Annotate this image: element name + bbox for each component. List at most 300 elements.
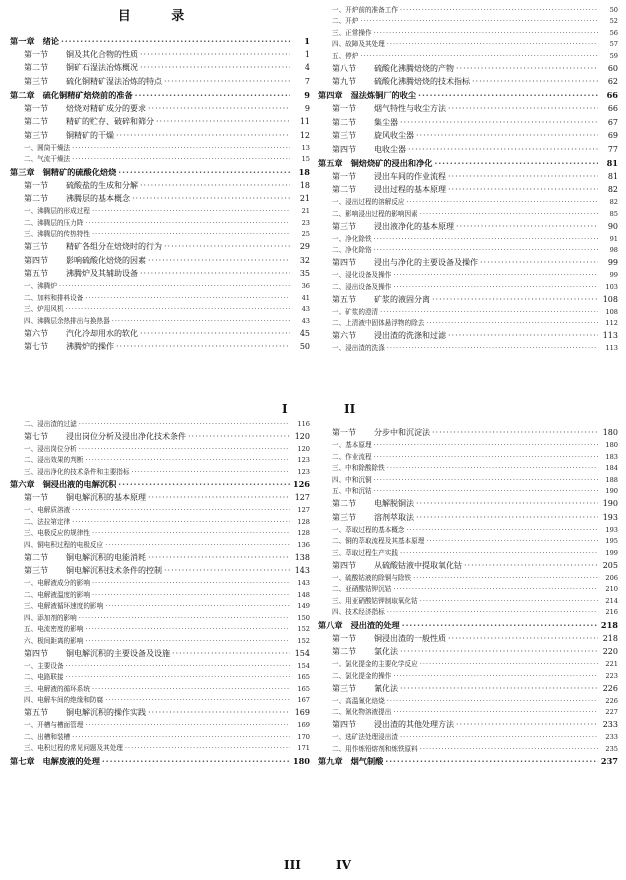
toc-page-number: 29 [299, 242, 310, 252]
toc-subsection-entry [318, 472, 618, 484]
toc-page-number: 227 [605, 708, 618, 717]
toc-page-number: 43 [301, 316, 310, 325]
toc-leader-dots [140, 64, 290, 72]
toc-entry-title: 一、高温氰化焙烧 [332, 696, 385, 705]
toc-entry-title: 沸腾层的基本概念 [66, 194, 130, 204]
toc-entry-number: 第六章 [10, 479, 35, 490]
toc-entry-title: 浸出渣的洗涤和过滤 [374, 331, 446, 341]
toc-entry-title: 铜精矿的硫酸化焙烧 [42, 166, 117, 177]
toc-section-entry [318, 424, 618, 438]
toc-entry-title: 精矿各组分在焙烧时的行为 [66, 242, 162, 252]
toc-leader-dots [85, 220, 290, 227]
toc-entry-title: 二、氯化提金的操作 [332, 671, 392, 680]
toc-leader-dots [448, 173, 598, 181]
toc-entry-title: 沸腾炉及其辅助设备 [66, 269, 138, 279]
toc-leader-dots [393, 586, 598, 593]
toc-section-entry [10, 265, 310, 279]
toc-entry-number: 第八章 [318, 619, 343, 630]
toc-page-number: 128 [297, 517, 310, 526]
toc-entry-title: 从硫酸钴液中提取氧化钴 [374, 560, 462, 570]
toc-page-2 [318, 2, 618, 396]
toc-entry-title: 铜精矿的干燥 [66, 130, 114, 140]
toc-entry-title: 五、电流密度的影响 [24, 625, 84, 634]
toc-section-entry [318, 643, 618, 657]
toc-leader-dots [418, 91, 598, 100]
toc-leader-dots [426, 538, 598, 545]
toc-entry-title: 二、净化除铬 [332, 246, 372, 255]
toc-leader-dots [420, 661, 598, 668]
toc-subsection-entry [318, 657, 618, 669]
toc-section-entry [10, 238, 310, 252]
toc-entry-number: 第一节 [332, 104, 356, 114]
toc-page-number: 195 [605, 537, 618, 546]
toc-entry-title: 集尘器 [374, 117, 398, 127]
toc-page-number: 180 [602, 428, 618, 438]
toc-leader-dots [374, 236, 598, 243]
toc-entry-title: 五、停炉 [332, 51, 359, 60]
toc-entry-title: 四、电解车间的绝缘和防腐 [24, 696, 104, 705]
toc-subsection-entry [10, 576, 310, 588]
toc-chapter-entry [10, 476, 310, 490]
toc-section-entry [318, 680, 618, 694]
toc-entry-title: 二、浸出渣的过滤 [24, 419, 77, 428]
toc-subsection-entry [10, 503, 310, 515]
toc-entry-title: 三、用亚硝酸钴钾制取氧化钴 [332, 596, 418, 605]
toc-leader-dots [79, 446, 290, 453]
toc-entry-title: 铜电解沉积的电能消耗 [66, 552, 146, 562]
toc-entry-title: 一、萃取过程的基本概念 [332, 525, 405, 534]
toc-entry-title: 五、中和沉钴 [332, 487, 372, 496]
toc-entry-number: 第三节 [332, 512, 356, 522]
toc-page-number: 57 [609, 40, 618, 49]
toc-leader-dots [416, 500, 598, 508]
toc-entry-title: 烟气特性与收尘方法 [374, 104, 446, 114]
toc-leader-dots [448, 105, 598, 113]
toc-subsection-entry [10, 693, 310, 705]
toc-leader-dots [72, 507, 290, 514]
toc-entry-title: 一、氯化提金的主要化学反应 [332, 660, 418, 669]
toc-page-number: 148 [297, 590, 310, 599]
toc-page-number: 127 [294, 493, 310, 503]
toc-entry-title: 一、选矿法处理浸出渣 [332, 733, 398, 742]
toc-entry-title: 一、矿浆的澄清 [332, 307, 379, 316]
toc-entry-number: 第四节 [24, 255, 48, 265]
toc-entry-title: 三、电解液循环速度的影响 [24, 602, 104, 611]
toc-entry-title: 四、添加剂的影响 [24, 613, 77, 622]
toc-entry-title: 硫化铜精矿湿法冶炼的特点 [66, 76, 162, 86]
toc-subsection-entry [318, 25, 618, 37]
toc-subsection-entry [10, 204, 310, 216]
toc-entry-title: 二、浸出效果的判断 [24, 456, 84, 465]
toc-leader-dots [72, 734, 290, 741]
toc-section-entry [10, 113, 310, 127]
toc-page-number: 235 [605, 744, 618, 753]
toc-page-number: 21 [301, 207, 310, 216]
toc-entry-number: 第四节 [332, 258, 356, 268]
toc-leader-dots [148, 494, 290, 502]
toc-entry-number: 第二节 [24, 194, 48, 204]
toc-subsection-entry [318, 195, 618, 207]
toc-page-number: 120 [297, 444, 310, 453]
toc-entry-title: 四、故障及其处理 [332, 40, 385, 49]
toc-entry-title: 铜电解沉积的基本原理 [66, 493, 146, 503]
toc-leader-dots [426, 320, 598, 327]
toc-entry-title: 二、铜的萃取流程及其基本原理 [332, 537, 425, 546]
toc-leader-dots [116, 132, 290, 140]
toc-entry-number: 第四章 [318, 90, 343, 101]
toc-leader-dots [448, 635, 598, 643]
toc-page-number: 43 [301, 305, 310, 314]
toc-page-number: 69 [607, 131, 618, 141]
toc-entry-title: 二、法拉第定律 [24, 517, 71, 526]
toc-entry-title: 二、作业流程 [332, 452, 372, 461]
toc-entry-title: 浸出车间的作业流程 [374, 171, 446, 181]
toc-chapter-entry [318, 616, 618, 630]
toc-entry-number: 第七节 [24, 342, 48, 352]
toc-leader-dots [400, 119, 598, 127]
toc-subsection-entry [318, 268, 618, 280]
toc-entry-title: 一、主要设备 [24, 661, 64, 670]
toc-page-number: 136 [297, 540, 310, 549]
toc-section-entry [10, 59, 310, 73]
toc-leader-dots [416, 514, 598, 522]
toc-page-number: 226 [605, 696, 618, 705]
toc-page-number: 82 [609, 198, 618, 207]
toc-subsection-entry [318, 304, 618, 316]
toc-entry-title: 浸出岗位分析及浸出净化技术条件 [66, 431, 186, 441]
toc-chapter-entry [10, 163, 310, 177]
toc-entry-title: 矿浆的液固分离 [374, 294, 430, 304]
toc-entry-number: 第五节 [24, 269, 48, 279]
toc-page-number: 237 [600, 756, 618, 767]
toc-section-entry [10, 325, 310, 339]
toc-entry-number: 第七节 [24, 431, 48, 441]
toc-page-number: 23 [301, 218, 310, 227]
toc-section-entry [10, 46, 310, 60]
toc-leader-dots [407, 199, 598, 206]
toc-entry-title: 四、沸腾层余热排出与换热器 [24, 316, 110, 325]
toc-section-entry [318, 254, 618, 268]
toc-entry-number: 第二节 [24, 552, 48, 562]
toc-subsection-entry [318, 461, 618, 473]
toc-leader-dots [413, 575, 598, 582]
toc-subsection-entry [10, 610, 310, 622]
toc-leader-dots [105, 697, 290, 704]
toc-page-number: 199 [605, 548, 618, 557]
toc-subsection-entry [318, 341, 618, 353]
toc-entry-title: 四、中和沉铜 [332, 475, 372, 484]
toc-page-number: 81 [606, 157, 618, 168]
toc-entry-title: 湿法炼铜厂的收尘 [350, 90, 417, 101]
toc-entry-number: 第一节 [24, 103, 48, 113]
toc-entry-title: 铜矿石湿法冶炼概况 [66, 63, 138, 73]
toc-section-entry [10, 252, 310, 266]
toc-page-number: 62 [607, 77, 618, 87]
toc-leader-dots [118, 168, 290, 177]
toc-page-number: 66 [607, 104, 618, 114]
toc-entry-title: 焙烧对精矿成分的要求 [66, 103, 146, 113]
toc-section-entry [318, 168, 618, 182]
toc-section-entry [10, 704, 310, 718]
toc-entry-title: 二、影响浸出过程的影响因素 [332, 209, 418, 218]
toc-leader-dots [92, 208, 290, 215]
toc-entry-title: 三、电积过程的常见问题及其处理 [24, 744, 123, 753]
toc-chapter-entry [10, 32, 310, 46]
toc-entry-number: 第六节 [24, 328, 48, 338]
toc-page-number: 188 [605, 475, 618, 484]
toc-leader-dots [125, 745, 290, 752]
page-number: IV [336, 858, 351, 872]
toc-page-number: 21 [299, 194, 310, 204]
toc-entry-title: 浸出与净化的主要设备及操作 [374, 258, 478, 268]
toc-entry-title: 电收尘器 [374, 144, 406, 154]
toc-list [318, 2, 618, 352]
toc-page-number: 98 [609, 246, 618, 255]
toc-leader-dots [374, 30, 598, 37]
toc-page-number: 154 [294, 648, 310, 658]
toc-section-entry [10, 73, 310, 87]
toc-leader-dots [66, 674, 290, 681]
toc-leader-dots [172, 650, 290, 658]
toc-entry-title: 浸出液净化的基本原理 [374, 221, 454, 231]
toc-subsection-entry [10, 152, 310, 164]
toc-page-number: 143 [297, 579, 310, 588]
toc-entry-number: 第四节 [332, 560, 356, 570]
toc-entry-title: 铜电解沉积技术条件的控制 [66, 566, 162, 576]
toc-subsection-entry [318, 316, 618, 328]
toc-entry-title: 绪论 [42, 35, 59, 46]
toc-leader-dots [85, 722, 290, 729]
toc-section-entry [318, 327, 618, 341]
toc-entry-title: 三、沸腾层的传热特性 [24, 230, 90, 239]
toc-leader-dots [393, 272, 598, 279]
toc-entry-number: 第一节 [332, 428, 356, 438]
toc-section-entry [318, 141, 618, 155]
toc-leader-dots [105, 542, 290, 549]
toc-entry-number: 第二节 [24, 117, 48, 127]
toc-leader-dots [66, 306, 290, 313]
toc-entry-title: 一、浸出岗位分析 [24, 444, 77, 453]
toc-entry-title: 二、开炉 [332, 17, 359, 26]
toc-entry-title: 一、浸出过程的溶解反应 [332, 198, 405, 207]
toc-entry-number: 第一节 [24, 49, 48, 59]
toc-subsection-entry [10, 140, 310, 152]
toc-leader-dots [393, 673, 598, 680]
toc-page-number: 233 [605, 733, 618, 742]
toc-entry-title: 旋风收尘器 [374, 131, 414, 141]
toc-page-number: 18 [298, 166, 310, 177]
toc-entry-number: 第三节 [24, 76, 48, 86]
toc-entry-number: 第二节 [332, 647, 356, 657]
toc-leader-dots [400, 550, 598, 557]
toc-leader-dots [420, 211, 598, 218]
toc-leader-dots [164, 78, 290, 86]
toc-subsection-entry [10, 633, 310, 645]
toc-chapter-entry [318, 87, 618, 101]
toc-subsection-entry [10, 670, 310, 682]
toc-subsection-entry [318, 705, 618, 717]
toc-page-number: 165 [297, 673, 310, 682]
toc-entry-number: 第三节 [332, 131, 356, 141]
toc-subsection-entry [318, 37, 618, 49]
toc-entry-number: 第一节 [332, 171, 356, 181]
toc-entry-title: 硫化铜精矿焙烧前的准备 [42, 89, 133, 100]
toc-entry-title: 一、净化除铁 [332, 234, 372, 243]
toc-entry-title: 二、亚硝酸钴钾沉钴 [332, 585, 392, 594]
toc-leader-dots [132, 195, 290, 203]
toc-subsection-entry [318, 570, 618, 582]
toc-leader-dots [148, 105, 290, 113]
toc-page-number: 180 [292, 755, 310, 766]
toc-entry-number: 第一章 [10, 35, 35, 46]
toc-leader-dots [385, 757, 598, 766]
toc-chapter-entry [10, 752, 310, 766]
toc-leader-dots [118, 480, 290, 489]
toc-subsection-entry [318, 534, 618, 546]
toc-page-number: 150 [297, 613, 310, 622]
toc-entry-title: 二、用作炼铅熔剂和炼铁原料 [332, 744, 418, 753]
toc-page-number: 205 [602, 560, 618, 570]
toc-entry-title: 六、极间距离的影响 [24, 636, 84, 645]
toc-subsection-entry [318, 438, 618, 450]
toc-page-number: 184 [605, 464, 618, 473]
page-number: II [344, 402, 356, 416]
toc-page-number: 85 [609, 209, 618, 218]
toc-entry-title: 硫酸盐的生成和分解 [66, 180, 138, 190]
toc-entry-title: 铜及其化合物的性质 [66, 49, 138, 59]
toc-page-number: 108 [602, 294, 618, 304]
toc-subsection-entry [318, 605, 618, 617]
toc-subsection-entry [10, 587, 310, 599]
toc-subsection-entry [10, 302, 310, 314]
toc-page-number: 50 [299, 342, 310, 352]
toc-leader-dots [456, 65, 598, 73]
toc-subsection-entry [318, 243, 618, 255]
page-number: I [282, 402, 288, 416]
toc-subsection-entry [10, 416, 310, 428]
toc-section-entry [318, 114, 618, 128]
toc-page-number: 171 [297, 744, 310, 753]
toc-entry-number: 第四节 [332, 720, 356, 730]
toc-entry-title: 分步中和沉淀法 [374, 428, 430, 438]
toc-leader-dots [85, 457, 290, 464]
toc-page-number: 152 [297, 625, 310, 634]
toc-page-number: 66 [606, 90, 618, 101]
toc-page-number: 60 [607, 63, 618, 73]
toc-entry-title: 四、技术经济指标 [332, 608, 385, 617]
toc-page-number: 216 [605, 608, 618, 617]
toc-leader-dots [102, 757, 290, 766]
toc-entry-title: 二、浸出设备及操作 [332, 282, 392, 291]
toc-entry-title: 烟气制酸 [350, 756, 384, 767]
toc-leader-dots [408, 146, 598, 154]
toc-page-number: 183 [605, 452, 618, 461]
toc-page-number: 226 [602, 683, 618, 693]
toc-page-3 [10, 416, 310, 854]
toc-page-number: 120 [294, 431, 310, 441]
toc-subsection-entry [318, 449, 618, 461]
toc-page-number: 32 [299, 255, 310, 265]
toc-leader-dots [448, 186, 598, 194]
toc-entry-title: 一、电解质溶液 [24, 506, 71, 515]
toc-page-number: 190 [602, 499, 618, 509]
toc-entry-title: 影响硫酸化焙烧的因素 [66, 255, 146, 265]
toc-leader-dots [72, 156, 290, 163]
toc-section-entry [10, 338, 310, 352]
toc-leader-dots [360, 53, 598, 60]
toc-subsection-entry [318, 14, 618, 26]
toc-page-number: 152 [297, 636, 310, 645]
toc-entry-title: 一、沸腾层的形成过程 [24, 207, 90, 216]
toc-leader-dots [387, 465, 598, 472]
toc-leader-dots [140, 182, 290, 190]
toc-leader-dots [374, 247, 598, 254]
toc-section-entry [318, 73, 618, 87]
toc-subsection-entry [318, 2, 618, 14]
toc-leader-dots [188, 433, 290, 441]
toc-page-number: 169 [297, 721, 310, 730]
toc-leader-dots [92, 530, 290, 537]
toc-page-number: 233 [602, 720, 618, 730]
toc-subsection-entry [318, 730, 618, 742]
toc-page-number: 12 [299, 130, 310, 140]
toc-page-number: 4 [304, 63, 310, 73]
toc-page-number: 103 [605, 282, 618, 291]
toc-leader-dots [66, 663, 290, 670]
toc-entry-title: 二、电路联接 [24, 673, 64, 682]
toc-section-entry [318, 291, 618, 305]
toc-entry-number: 第一节 [332, 633, 356, 643]
toc-leader-dots [400, 685, 598, 693]
toc-leader-dots [148, 709, 290, 717]
toc-subsection-entry [10, 290, 310, 302]
toc-chapter-entry [10, 86, 310, 100]
toc-entry-title: 三、正常操作 [332, 28, 372, 37]
toc-entry-title: 二、出槽和装槽 [24, 732, 71, 741]
page-title: 目 录 [117, 9, 203, 24]
toc-leader-dots [164, 567, 290, 575]
toc-leader-dots [132, 469, 291, 476]
toc-entry-number: 第二节 [332, 185, 356, 195]
toc-list [318, 424, 618, 766]
toc-leader-dots [380, 309, 598, 316]
toc-subsection-entry [318, 48, 618, 60]
toc-entry-title: 一、电解液成分的影响 [24, 579, 90, 588]
toc-leader-dots [374, 488, 598, 495]
toc-leader-dots [85, 626, 290, 633]
toc-subsection-entry [318, 545, 618, 557]
toc-page-number: 36 [301, 282, 310, 291]
toc-subsection-entry [318, 484, 618, 496]
toc-entry-number: 第八节 [332, 63, 356, 73]
toc-entry-number: 第三章 [10, 166, 35, 177]
toc-section-entry [10, 190, 310, 204]
toc-section-entry [318, 495, 618, 509]
toc-page-number: 35 [299, 269, 310, 279]
toc-section-entry [318, 509, 618, 523]
toc-subsection-entry [10, 718, 310, 730]
toc-subsection-entry [10, 464, 310, 476]
toc-page-number: 13 [301, 143, 310, 152]
toc-page-number: 50 [609, 5, 618, 14]
toc-subsection-entry [10, 227, 310, 239]
toc-entry-number: 第三节 [332, 221, 356, 231]
toc-leader-dots [112, 318, 290, 325]
toc-subsection-entry [318, 231, 618, 243]
toc-leader-dots [387, 609, 598, 616]
toc-page-number: 41 [301, 293, 310, 302]
toc-subsection-entry [318, 582, 618, 594]
